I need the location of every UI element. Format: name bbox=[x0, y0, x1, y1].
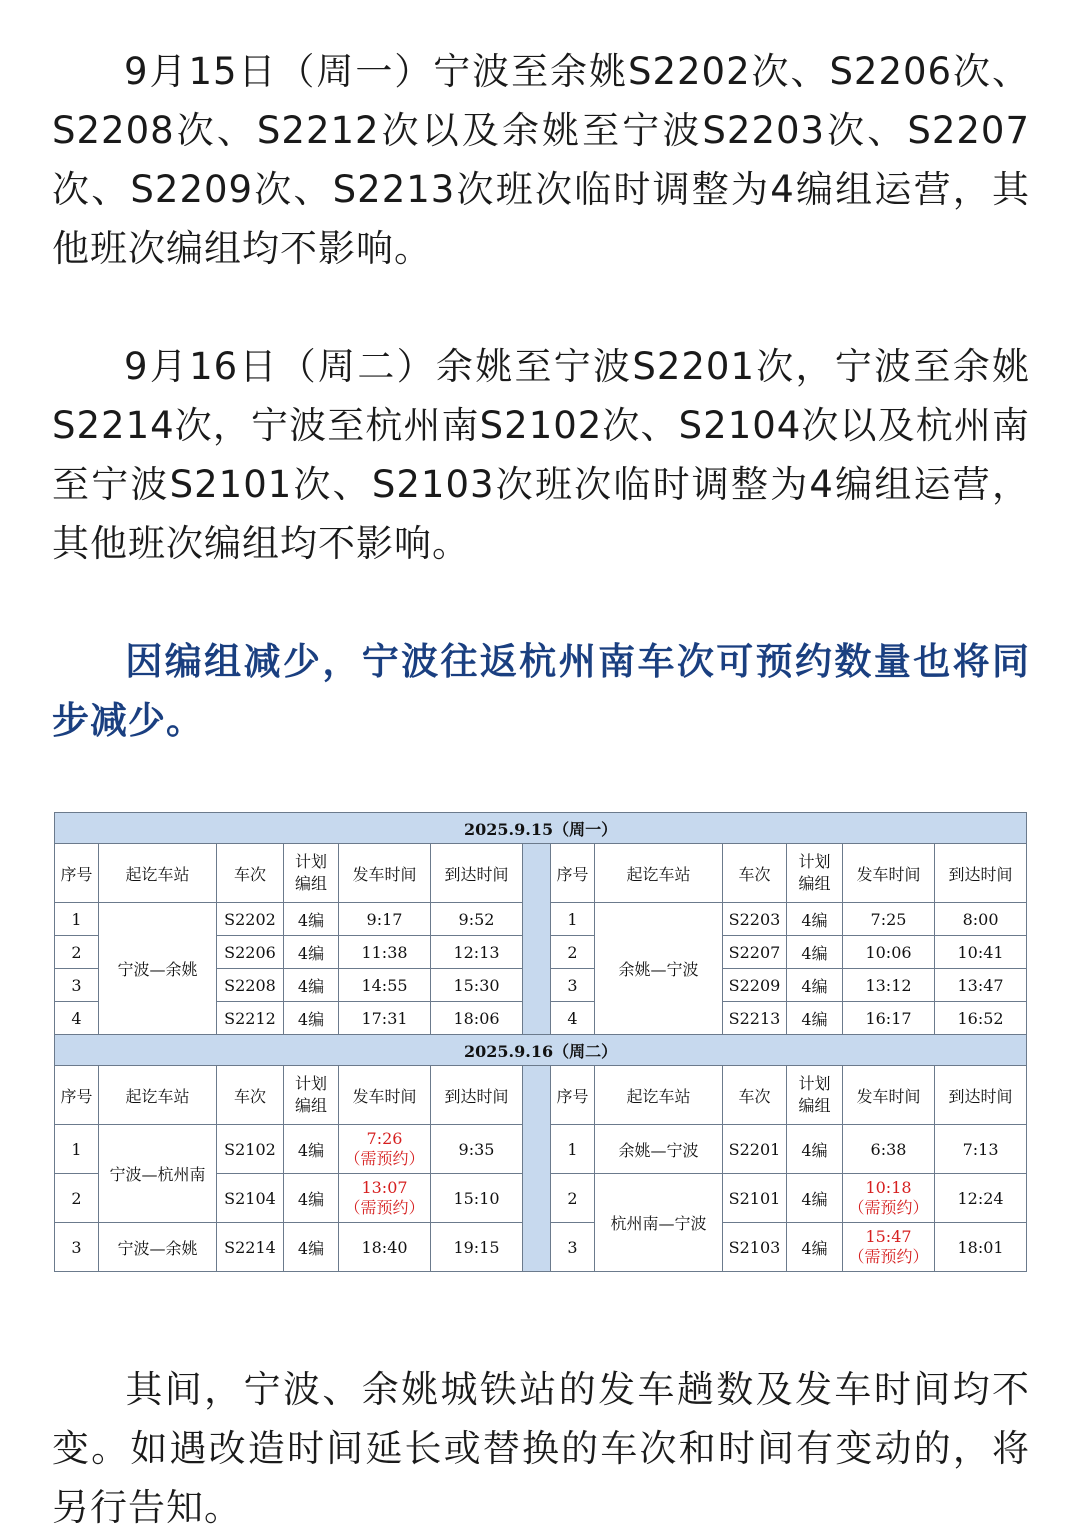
cell-dep: 7:25 bbox=[843, 903, 935, 936]
header-arr: 到达时间 bbox=[935, 844, 1027, 903]
cell-dep: 18:40 bbox=[339, 1223, 431, 1272]
header-no: 序号 bbox=[551, 844, 595, 903]
cell-dep: 13:07 （需预约） bbox=[339, 1174, 431, 1223]
cell-arr: 7:13 bbox=[935, 1125, 1027, 1174]
cell-arr: 18:01 bbox=[935, 1223, 1027, 1272]
highlight-paragraph-text: 因编组减少，宁波往返杭州南车次可预约数量也将同步减少。 bbox=[52, 640, 1030, 742]
date-label-sep15: 2025.9.15（周一） bbox=[55, 813, 1027, 844]
cell-dep: 13:12 bbox=[843, 969, 935, 1002]
cell-group: 4编 bbox=[787, 969, 843, 1002]
cell-dep: 10:06 bbox=[843, 936, 935, 969]
closing-paragraph-text: 其间，宁波、余姚城铁站的发车趟数及发车时间均不变。如遇改造时间延长或替换的车次和时间有变动的，将另行告知。 bbox=[52, 1368, 1030, 1529]
cell-group: 4编 bbox=[787, 1125, 843, 1174]
cell-arr: 19:15 bbox=[431, 1223, 523, 1272]
cell-arr: 10:41 bbox=[935, 936, 1027, 969]
cell-train: S2103 bbox=[723, 1223, 787, 1272]
header-train: 车次 bbox=[723, 844, 787, 903]
cell-dep: 7:26 （需预约） bbox=[339, 1125, 431, 1174]
cell-dep: 11:38 bbox=[339, 936, 431, 969]
cell-arr: 8:00 bbox=[935, 903, 1027, 936]
closing-paragraph bbox=[52, 1360, 1030, 1537]
cell-train: S2203 bbox=[723, 903, 787, 936]
header-no: 序号 bbox=[55, 844, 99, 903]
header-plan: 计划 编组 bbox=[787, 844, 843, 903]
cell-no: 2 bbox=[55, 936, 99, 969]
cell-route: 余姚—宁波 bbox=[595, 1125, 723, 1174]
cell-train: S2201 bbox=[723, 1125, 787, 1174]
cell-group: 4编 bbox=[787, 936, 843, 969]
cell-arr: 12:24 bbox=[935, 1174, 1027, 1223]
header-train: 车次 bbox=[217, 1066, 284, 1125]
cell-train: S2212 bbox=[217, 1002, 284, 1035]
cell-no: 1 bbox=[551, 903, 595, 936]
header-route: 起讫车站 bbox=[595, 1066, 723, 1125]
cell-train: S2208 bbox=[217, 969, 284, 1002]
cell-group: 4编 bbox=[787, 903, 843, 936]
cell-no: 3 bbox=[55, 1223, 99, 1272]
header-arr: 到达时间 bbox=[431, 1066, 523, 1125]
paragraph-sep15 bbox=[52, 42, 1030, 278]
column-separator bbox=[523, 844, 551, 1035]
date-row-sep15 bbox=[55, 813, 1027, 844]
header-dep: 发车时间 bbox=[339, 1066, 431, 1125]
cell-route: 宁波—余姚 bbox=[99, 1223, 217, 1272]
header-arr: 到达时间 bbox=[935, 1066, 1027, 1125]
header-train: 车次 bbox=[217, 844, 284, 903]
cell-route: 宁波—杭州南 bbox=[99, 1125, 217, 1223]
cell-dep: 9:17 bbox=[339, 903, 431, 936]
cell-dep: 16:17 bbox=[843, 1002, 935, 1035]
cell-no: 1 bbox=[551, 1125, 595, 1174]
cell-dep: 10:18 （需预约） bbox=[843, 1174, 935, 1223]
cell-dep: 15:47 （需预约） bbox=[843, 1223, 935, 1272]
header-route: 起讫车站 bbox=[595, 844, 723, 903]
header-dep: 发车时间 bbox=[843, 844, 935, 903]
cell-no: 2 bbox=[551, 1174, 595, 1223]
cell-train: S2102 bbox=[217, 1125, 284, 1174]
paragraph-sep15-text: 9月15日（周一）宁波至余姚S2202次、S2206次、S2208次、S2212次以及余姚至宁波S2203次、S2207次、S2209次、S2213次班次临时调整为4编组运营，其他班次编组均不影响。 bbox=[52, 50, 1030, 270]
cell-no: 1 bbox=[55, 1125, 99, 1174]
cell-arr: 9:52 bbox=[431, 903, 523, 936]
header-plan: 计划 编组 bbox=[284, 844, 339, 903]
date-row-sep16 bbox=[55, 1035, 1027, 1066]
cell-dep: 14:55 bbox=[339, 969, 431, 1002]
cell-no: 4 bbox=[55, 1002, 99, 1035]
header-route: 起讫车站 bbox=[99, 844, 217, 903]
cell-train: S2104 bbox=[217, 1174, 284, 1223]
cell-arr: 15:10 bbox=[431, 1174, 523, 1223]
cell-route: 余姚—宁波 bbox=[595, 903, 723, 1035]
paragraph-sep16-text: 9月16日（周二）余姚至宁波S2201次，宁波至余姚S2214次，宁波至杭州南S2102次、S2104次以及杭州南至宁波S2101次、S2103次班次临时调整为4编组运营，其他班次编组均不影响。 bbox=[52, 345, 1030, 565]
header-plan: 计划 编组 bbox=[284, 1066, 339, 1125]
highlight-paragraph bbox=[52, 632, 1030, 750]
cell-train: S2209 bbox=[723, 969, 787, 1002]
cell-group: 4编 bbox=[787, 1174, 843, 1223]
cell-group: 4编 bbox=[284, 1223, 339, 1272]
cell-arr: 9:35 bbox=[431, 1125, 523, 1174]
cell-arr: 13:47 bbox=[935, 969, 1027, 1002]
cell-arr: 18:06 bbox=[431, 1002, 523, 1035]
cell-arr: 16:52 bbox=[935, 1002, 1027, 1035]
header-no: 序号 bbox=[551, 1066, 595, 1125]
cell-group: 4编 bbox=[284, 936, 339, 969]
cell-group: 4编 bbox=[284, 969, 339, 1002]
cell-no: 3 bbox=[551, 969, 595, 1002]
column-separator bbox=[523, 1066, 551, 1272]
cell-train: S2202 bbox=[217, 903, 284, 936]
cell-dep: 17:31 bbox=[339, 1002, 431, 1035]
cell-group: 4编 bbox=[787, 1002, 843, 1035]
cell-no: 4 bbox=[551, 1002, 595, 1035]
cell-arr: 12:13 bbox=[431, 936, 523, 969]
cell-no: 3 bbox=[55, 969, 99, 1002]
cell-route: 宁波—余姚 bbox=[99, 903, 217, 1035]
paragraph-sep16 bbox=[52, 337, 1030, 573]
cell-train: S2214 bbox=[217, 1223, 284, 1272]
header-no: 序号 bbox=[55, 1066, 99, 1125]
header-dep: 发车时间 bbox=[843, 1066, 935, 1125]
cell-route: 杭州南—宁波 bbox=[595, 1174, 723, 1272]
header-plan: 计划 编组 bbox=[787, 1066, 843, 1125]
cell-train: S2206 bbox=[217, 936, 284, 969]
cell-train: S2213 bbox=[723, 1002, 787, 1035]
header-route: 起讫车站 bbox=[99, 1066, 217, 1125]
header-train: 车次 bbox=[723, 1066, 787, 1125]
cell-group: 4编 bbox=[284, 1002, 339, 1035]
date-label-sep16: 2025.9.16（周二） bbox=[55, 1035, 1027, 1066]
schedule-table bbox=[54, 812, 1027, 1272]
header-arr: 到达时间 bbox=[431, 844, 523, 903]
cell-group: 4编 bbox=[787, 1223, 843, 1272]
cell-no: 1 bbox=[55, 903, 99, 936]
cell-dep: 6:38 bbox=[843, 1125, 935, 1174]
cell-arr: 15:30 bbox=[431, 969, 523, 1002]
cell-no: 2 bbox=[55, 1174, 99, 1223]
cell-no: 2 bbox=[551, 936, 595, 969]
cell-group: 4编 bbox=[284, 903, 339, 936]
cell-train: S2207 bbox=[723, 936, 787, 969]
header-dep: 发车时间 bbox=[339, 844, 431, 903]
cell-train: S2101 bbox=[723, 1174, 787, 1223]
header-row bbox=[55, 844, 1027, 903]
cell-no: 3 bbox=[551, 1223, 595, 1272]
cell-group: 4编 bbox=[284, 1174, 339, 1223]
cell-group: 4编 bbox=[284, 1125, 339, 1174]
header-row bbox=[55, 1066, 1027, 1125]
